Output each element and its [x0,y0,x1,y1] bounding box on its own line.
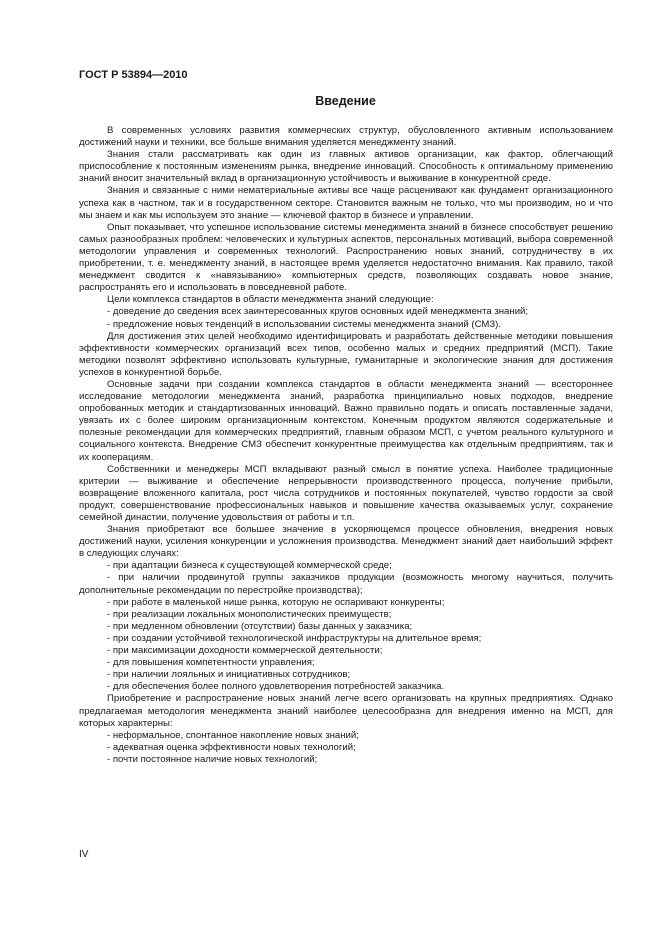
paragraph: Цели комплекса стандартов в области менеджмента знаний следующие: [107,294,434,306]
paragraph: Основные задачи при создании комплекса стандартов в области менеджмента знаний — всестороннее исследование методологии менеджмента знаний, разработка принципиально новых подходов, внедрение опробованных методик и стандартизованных инноваций. Важно правильно подать и описать поставленные задачи, увязать их с более широким организационным контекстом. Конечным продуктом являются содержательные и полезные рекомендации для коммерческих предприятий, главным образом МСП, с учетом реального культурного и социального контекста. Внедрение СМЗ обеспечит конкурентные преимущества как отдельным предприятиям, так и их кооперациям. [79,378,613,463]
list-item: - при медленном обновлении (отсутствии) базы данных у заказчика; [107,620,413,632]
list-item: - доведение до сведения всех заинтересованных кругов основных идей менеджмента знаний; [107,306,529,318]
paragraph: Опыт показывает, что успешное использование системы менеджмента знаний в бизнесе способствует решению самых разнообразных проблем: человеческих и культурных аспектов, персональных мотиваций, выбора современной методологии управления и современных технологий. Распространению новых знаний, сотрудничеству в их приобретении, т. е. менеджменту знаний, в настоящее время уделяется недостаточно внимания. Как правило, такой менеджмент сводится к «навязыванию» компьютерных средств, позволяющих создавать новое знание, распространять его и использовать в повседневной работе. [79,221,613,294]
list-item: - при адаптации бизнеса к существующей коммерческой среде; [107,560,392,572]
list-item: - при наличии лояльных и инициативных сотрудников; [107,669,351,681]
list-item: - при реализации локальных монополистических преимуществ; [107,608,392,620]
page-number: IV [79,849,89,860]
list-item: - для повышения компетентности управления; [107,657,315,669]
paragraph: Для достижения этих целей необходимо идентифицировать и разработать действенные методики повышения эффективности коммерческих организаций всех типов, особенно малых и средних предприятий (МСП). Такие методики позволят эффективно использовать культурные, гуманитарные и экологические знания для достижения успехов в конкурентной борьбе. [79,330,613,378]
paragraph: Знания и связанные с ними нематериальные активы все чаще расценивают как фундамент организационного успеха как в частном, так и в государственном секторе. Становится важным не только, что мы производим, но и что мы знаем и как мы используем это знание — ключевой фактор в бизнесе и управлении. [79,185,613,221]
list-item: - при максимизации доходности коммерческой деятельности; [107,645,383,657]
paragraph: В современных условиях развития коммерческих структур, обусловленного активным использованием достижений науки и техники, все больше внимания уделяется менеджменту знаний. [79,125,613,149]
paragraph: Знания приобретают все большее значение в ускоряющемся процессе обновления, внедрения новых достижений науки, усиления конкуренции и усложнения производства. Менеджмент знаний дает наибольший эффект в следующих случаях: [79,524,613,560]
list-item: - неформальное, спонтанное накопление новых знаний; [107,729,359,741]
list-item: - адекватная оценка эффективности новых технологий; [107,741,356,753]
list-item: - почти постоянное наличие новых технологий; [107,753,318,765]
document-code: ГОСТ Р 53894—2010 [79,69,188,81]
list-item: - для обеспечения более полного удовлетворения потребностей заказчика. [107,681,445,693]
document-body [79,125,613,766]
paragraph: Приобретение и распространение новых знаний легче всего организовать на крупных предприятиях. Однако предлагаемая методология менеджмента знаний наиболее целесообразна для внедрения именно на МСП, для которых характерны: [79,693,613,729]
section-title: Введение [315,94,376,108]
paragraph: Знания стали рассматривать как один из главных активов организации, как фактор, облегчающий приспособление к постоянным изменениям рынка, внедрение инноваций. Способность к оптимальному применению знаний вносит значительный вклад в организационную устойчивость и выживание в конкурентной среде. [79,149,613,185]
list-item: - при создании устойчивой технологической инфраструктуры на длительное время; [107,632,482,644]
list-item: - при работе в маленькой нише рынка, которую не оспаривают конкуренты; [107,596,445,608]
list-item: - предложение новых тенденций в использовании системы менеджмента знаний (СМЗ). [107,318,502,330]
list-item: - при наличии продвинутой группы заказчиков продукции (возможность многому научиться, получить дополнительные рекомендации по перестройке производства); [79,572,613,596]
paragraph: Собственники и менеджеры МСП вкладывают разный смысл в понятие успеха. Наиболее традиционные критерии — выживание и обеспечение непрерывности производственного процесса, получение прибыли, возвращение вложенного капитала, рост числа сотрудников и постоянных покупателей, чувство гордости за свой продукт, совершенствование профессиональных навыков и повышение качества оказываемых услуг, сохранение семейной династии, получение удовольствия от работы и т.п. [79,463,613,523]
